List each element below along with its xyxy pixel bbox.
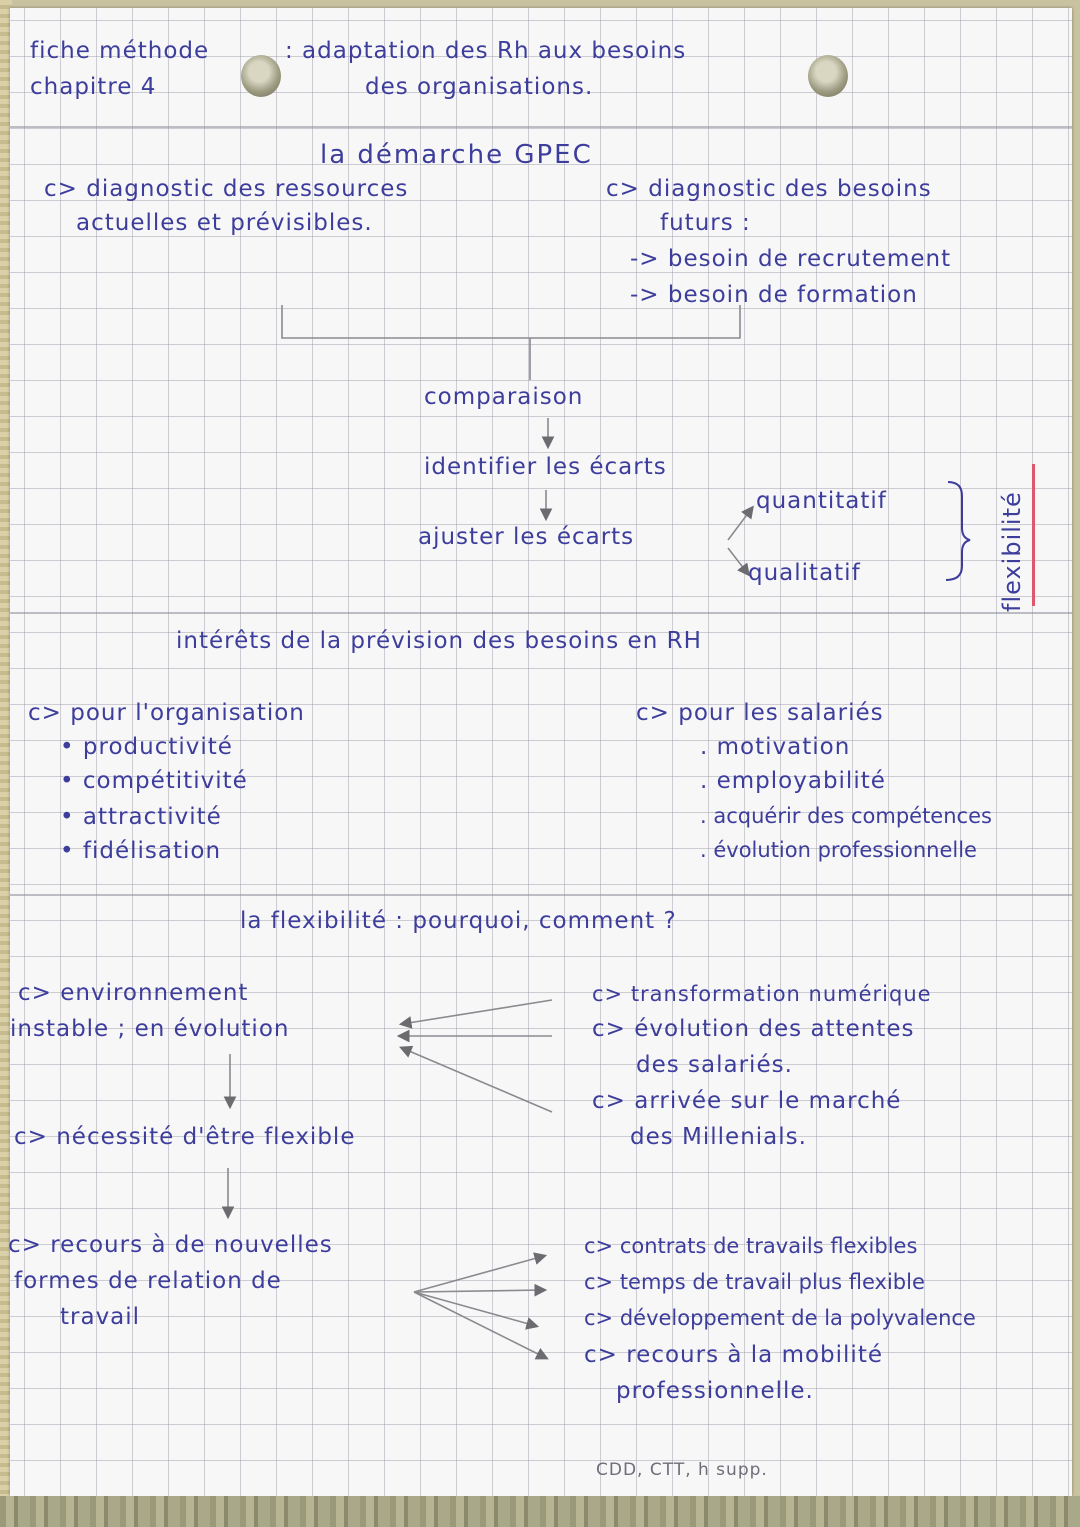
- org-item: • compétitivité: [60, 768, 248, 794]
- chapter-label: chapitre 4: [30, 74, 157, 100]
- arrow-left-icon: [402, 1000, 552, 1024]
- employee-item-text: employabilité: [716, 768, 886, 794]
- org-item-text: fidélisation: [82, 838, 222, 864]
- necessity-flexible: c> nécessité d'être flexible: [14, 1124, 356, 1150]
- employee-item: . employabilité: [700, 768, 886, 794]
- pencil-note: CDD, CTT, h supp.: [596, 1460, 768, 1480]
- employee-item: . acquérir des compétences: [700, 804, 992, 828]
- gpec-merge-bracket: [282, 305, 740, 338]
- title-line-2: des organisations.: [365, 74, 594, 100]
- interets-heading: intérêts de la prévision des besoins en RH: [176, 628, 702, 654]
- arrow-right-icon: [414, 1292, 536, 1326]
- form-working-time: c> temps de travail plus flexible: [584, 1270, 925, 1294]
- employee-item-text: évolution professionnelle: [713, 838, 977, 862]
- adjust-quantitative: quantitatif: [756, 488, 887, 514]
- gpec-heading: la démarche GPEC: [320, 140, 593, 170]
- gpec-left-line1: c> diagnostic des ressources: [44, 176, 409, 202]
- need-training: -> besoin de formation: [630, 282, 918, 308]
- recourse-line2: formes de relation de: [14, 1268, 282, 1294]
- curly-brace: [946, 482, 970, 580]
- flexibility-side-label: flexibilité: [998, 491, 1026, 612]
- cause-expectations-cont: des salariés.: [636, 1052, 793, 1078]
- org-item-text: attractivité: [82, 804, 222, 830]
- gpec-right-line2: futurs :: [660, 210, 751, 236]
- cause-expectations: c> évolution des attentes: [592, 1016, 915, 1042]
- arrow-right-icon: [414, 1256, 544, 1292]
- org-title: c> pour l'organisation: [28, 700, 305, 726]
- doc-type-label: fiche méthode: [30, 38, 210, 64]
- employees-title: c> pour les salariés: [636, 700, 884, 726]
- org-item-text: compétitivité: [82, 768, 248, 794]
- form-contracts: c> contrats de travails flexibles: [584, 1234, 918, 1258]
- employee-item: . motivation: [700, 734, 851, 760]
- flow-identify-gaps: identifier les écarts: [424, 454, 667, 480]
- arrow-down-right-icon: [728, 548, 748, 574]
- cause-line1: c> environnement: [18, 980, 249, 1006]
- flow-adjust-gaps: ajuster les écarts: [418, 524, 635, 550]
- title-line-1: : adaptation des Rh aux besoins: [285, 38, 687, 64]
- arrow-left-icon: [402, 1048, 552, 1112]
- cause-line2: instable ; en évolution: [10, 1016, 290, 1042]
- employee-item-text: motivation: [716, 734, 851, 760]
- arrow-right-icon: [414, 1292, 546, 1358]
- employee-item-text: acquérir des compétences: [713, 804, 992, 828]
- cause-millenials: c> arrivée sur le marché: [592, 1088, 902, 1114]
- arrow-right-icon: [414, 1290, 544, 1292]
- gpec-right-line1: c> diagnostic des besoins: [606, 176, 932, 202]
- employee-item: . évolution professionnelle: [700, 838, 977, 862]
- org-item: • fidélisation: [60, 838, 222, 864]
- arrow-up-right-icon: [728, 508, 752, 540]
- gpec-left-line2: actuelles et prévisibles.: [76, 210, 373, 236]
- org-item: • productivité: [60, 734, 233, 760]
- form-mobility-cont: professionnelle.: [616, 1378, 814, 1404]
- recourse-line3: travail: [60, 1304, 141, 1330]
- flow-comparison: comparaison: [424, 384, 584, 410]
- adjust-qualitative: qualitatif: [748, 560, 861, 586]
- need-recruitment: -> besoin de recrutement: [630, 246, 952, 272]
- cause-millenials-cont: des Millenials.: [630, 1124, 807, 1150]
- org-item-text: productivité: [82, 734, 233, 760]
- org-item: • attractivité: [60, 804, 222, 830]
- cause-digital: c> transformation numérique: [592, 982, 932, 1006]
- recourse-line1: c> recours à de nouvelles: [8, 1232, 333, 1258]
- form-mobility: c> recours à la mobilité: [584, 1342, 883, 1368]
- flexibility-heading: la flexibilité : pourquoi, comment ?: [240, 908, 677, 934]
- form-polyvalence: c> développement de la polyvalence: [584, 1306, 976, 1330]
